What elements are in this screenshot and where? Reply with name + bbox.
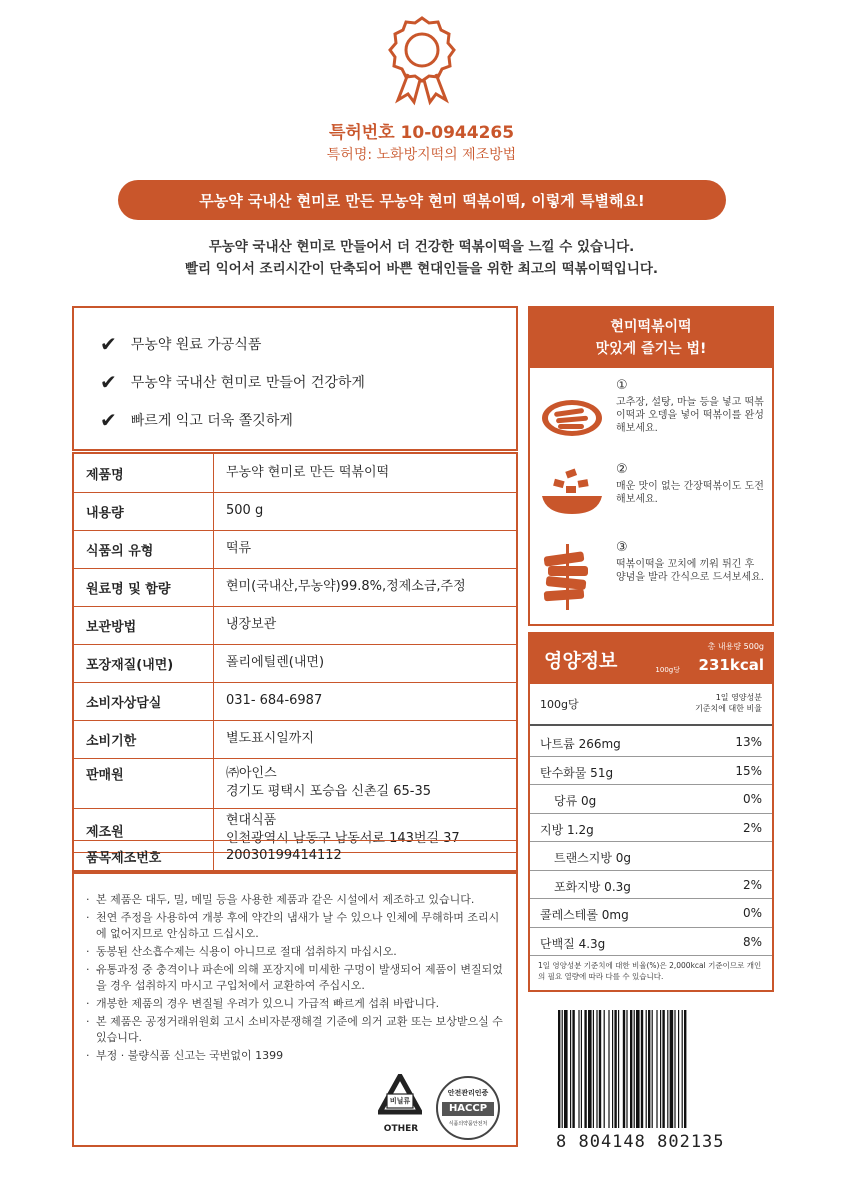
info-value bbox=[214, 492, 516, 530]
info-value-line: 떡류 bbox=[226, 541, 252, 556]
step-text: 고추장, 설탕, 마늘 등을 넣고 떡볶이떡과 오뎅을 넣어 떡볶이를 완성해보세요. bbox=[616, 397, 764, 434]
info-value-line: 별도표시일까지 bbox=[226, 731, 314, 746]
nutrient-name-amount: 트랜스지방 0g bbox=[554, 851, 632, 865]
info-value-line: 500 g bbox=[226, 503, 264, 518]
nutrition-dv-header bbox=[695, 692, 762, 714]
howto-title-line: 맛있게 즐기는 법! bbox=[595, 341, 707, 357]
patent-number: 특허번호 10-0944265 bbox=[328, 123, 515, 143]
barcode-bar bbox=[588, 1010, 592, 1128]
howto-eat-box bbox=[528, 306, 774, 626]
barcode-bar bbox=[670, 1010, 674, 1128]
soy-tteokbokki-bowl-icon bbox=[540, 466, 604, 518]
barcode-bar bbox=[626, 1010, 627, 1128]
nutrient-name-amount: 지방 1.2g bbox=[540, 822, 594, 837]
info-value-line: 경기도 평택시 포승읍 신촌길 65-35 bbox=[226, 784, 432, 799]
barcode-number: 8 804148 802135 bbox=[556, 1132, 725, 1152]
nutrition-header bbox=[530, 634, 772, 684]
info-value-line: 20030199414112 bbox=[226, 848, 342, 863]
table-row bbox=[74, 644, 516, 683]
feature-item bbox=[100, 370, 365, 394]
nutrient-name-amount: 단백질 4.3g bbox=[540, 936, 606, 951]
feature-label: 빠르게 익고 더욱 쫄깃하게 bbox=[130, 413, 293, 429]
barcode-bar bbox=[578, 1010, 579, 1128]
table-row bbox=[74, 606, 516, 645]
info-value-line: 현미(국내산,무농약)99.8%,정제소금,주정 bbox=[226, 579, 466, 594]
nutrition-dv-header-line: 1일 영양성분 bbox=[715, 693, 762, 702]
info-value-line: 현대식품 bbox=[226, 813, 277, 828]
nutrient-name-amount: 당류 0g bbox=[554, 794, 597, 808]
barcode-bar bbox=[614, 1010, 616, 1128]
recycle-other-label: OTHER bbox=[383, 1124, 419, 1134]
info-key: 품목제조번호 bbox=[74, 841, 214, 871]
nutrition-facts bbox=[528, 632, 774, 992]
nutrient-percent: 2% bbox=[742, 820, 762, 835]
nutrition-subheader bbox=[530, 684, 772, 726]
nutrient-percent: 2% bbox=[742, 877, 762, 892]
table-row bbox=[74, 492, 516, 531]
nutrient-name-amount: 콜레스테롤 0mg bbox=[540, 908, 629, 922]
note-item: · 동봉된 산소흡수제는 식용이 아니므로 절대 섭취하지 마십시오. bbox=[86, 944, 506, 960]
barcode-bar bbox=[604, 1010, 605, 1128]
nutrient-percent: 8% bbox=[742, 934, 762, 949]
info-key: 제조원 bbox=[74, 808, 214, 852]
barcode-bar bbox=[634, 1010, 635, 1128]
tteok-skewer-icon bbox=[540, 542, 604, 612]
intro-line: 무농약 국내산 현미로 만들어서 더 건강한 떡볶이떡을 느낄 수 있습니다. bbox=[208, 239, 635, 255]
barcode-bar bbox=[630, 1010, 632, 1128]
feature-list bbox=[72, 306, 518, 451]
info-key: 원료명 및 함량 bbox=[74, 568, 214, 606]
info-value bbox=[214, 720, 516, 758]
barcode-bar bbox=[608, 1010, 609, 1128]
nutrition-row bbox=[530, 871, 772, 900]
info-value-line: 인천광역시 남동구 남동서로 143번길 37 bbox=[226, 831, 460, 846]
table-row bbox=[74, 682, 516, 721]
barcode-bar bbox=[656, 1010, 657, 1128]
barcode-image bbox=[558, 1010, 736, 1140]
info-value bbox=[214, 530, 516, 568]
barcode-bar bbox=[684, 1010, 686, 1128]
info-key: 소비자상담실 bbox=[74, 682, 214, 720]
howto-title bbox=[530, 308, 772, 368]
step-number: ② bbox=[616, 462, 628, 477]
barcode-bar bbox=[636, 1010, 640, 1128]
nutrient-name-amount: 탄수화물 51g bbox=[540, 765, 614, 780]
table-row bbox=[74, 454, 516, 493]
info-key: 포장재질(내면) bbox=[74, 644, 214, 682]
info-key: 내용량 bbox=[74, 492, 214, 530]
info-value bbox=[214, 682, 516, 720]
barcode-bar bbox=[682, 1010, 683, 1128]
info-value-line: 폴리에틸렌(내면) bbox=[226, 655, 325, 670]
nutrition-row bbox=[530, 757, 772, 786]
haccp-mark: HACCP bbox=[442, 1102, 494, 1116]
check-icon: ✔ bbox=[100, 408, 117, 432]
barcode-bar bbox=[648, 1010, 650, 1128]
nutrition-row bbox=[530, 899, 772, 928]
recycle-label: 비닐류 bbox=[389, 1097, 411, 1105]
barcode-bar bbox=[623, 1010, 625, 1128]
barcode-bar bbox=[678, 1010, 679, 1128]
table-row bbox=[74, 568, 516, 607]
barcode-bar bbox=[674, 1010, 675, 1128]
barcode-bar bbox=[660, 1010, 661, 1128]
nutrient-percent: 0% bbox=[742, 906, 762, 920]
info-value bbox=[214, 568, 516, 606]
feature-label: 무농약 원료 가공식품 bbox=[130, 337, 262, 353]
nutrient-name-amount: 포화지방 0.3g bbox=[554, 879, 631, 894]
barcode-bar bbox=[667, 1010, 668, 1128]
info-value-line: 031- 684-6987 bbox=[226, 693, 323, 708]
nutrition-row bbox=[530, 814, 772, 843]
table-row bbox=[74, 840, 516, 871]
barcode-bar bbox=[570, 1010, 571, 1128]
nutrition-basis: 100g당 bbox=[540, 698, 579, 711]
haccp-bottom-text: 식품의약품안전처 bbox=[448, 1121, 488, 1127]
step-number: ① bbox=[616, 378, 628, 393]
table-row bbox=[74, 720, 516, 759]
headline-banner: 무농약 국내산 현미로 만든 무농약 현미 떡볶이떡, 이렇게 특별해요! bbox=[118, 180, 726, 220]
patent-name: 특허명: 노화방지떡의 제조방법 bbox=[326, 147, 517, 163]
product-info-table bbox=[72, 452, 518, 872]
barcode-bar bbox=[572, 1010, 574, 1128]
tteokbokki-plate-icon bbox=[540, 398, 604, 438]
info-key: 식품의 유형 bbox=[74, 530, 214, 568]
note-item: · 본 제품은 대두, 밀, 메밀 등을 사용한 제품과 같은 시설에서 제조하고 있습니다. bbox=[86, 892, 506, 908]
barcode-bar bbox=[564, 1010, 568, 1128]
haccp-seal bbox=[436, 1076, 500, 1140]
feature-item bbox=[100, 332, 261, 356]
howto-title-line: 현미떡볶이떡 bbox=[610, 319, 692, 335]
barcode-bar bbox=[558, 1010, 560, 1128]
step-text: 매운 맛이 없는 간장떡볶이도 도전해보세요. bbox=[616, 481, 764, 505]
note-item: · 유통과정 중 충격이나 파손에 의해 포장지에 미세한 구멍이 발생되어 제품이 변질되었을 경우 섭취하지 마시고 구입처에서 교환하여 주십시오. bbox=[86, 962, 506, 994]
step-text: 떡볶이떡을 꼬치에 끼워 튀긴 후 양념을 발라 간식으로 드셔보세요. bbox=[616, 559, 764, 583]
nutrient-percent: 13% bbox=[735, 735, 762, 749]
info-value bbox=[214, 454, 516, 492]
nutrient-percent: 15% bbox=[735, 763, 762, 778]
barcode-bar bbox=[662, 1010, 664, 1128]
info-key: 보관방법 bbox=[74, 606, 214, 644]
info-value-line: 냉장보관 bbox=[226, 617, 277, 632]
haccp-top-text: 안전관리인증 bbox=[447, 1089, 489, 1097]
feature-item bbox=[100, 408, 293, 432]
barcode-bar bbox=[593, 1010, 594, 1128]
nutrition-row bbox=[530, 928, 772, 957]
info-key: 소비기한 bbox=[74, 720, 214, 758]
nutrition-per-unit: 100g당 bbox=[655, 666, 680, 674]
nutrient-percent: 0% bbox=[742, 792, 762, 806]
info-value-line: 무농약 현미로 만든 떡볶이떡 bbox=[226, 465, 390, 480]
barcode-bar bbox=[646, 1010, 647, 1128]
nutrition-title: 영양정보 bbox=[544, 650, 618, 672]
info-value bbox=[214, 644, 516, 682]
nutrition-row bbox=[530, 785, 772, 814]
barcode-bar bbox=[581, 1010, 582, 1128]
howto-step bbox=[530, 538, 772, 618]
feature-label: 무농약 국내산 현미로 만들어 건강하게 bbox=[130, 375, 365, 391]
nutrition-total-weight: 총 내용량 500g bbox=[707, 642, 764, 651]
info-key: 판매원 bbox=[74, 758, 214, 808]
nutrition-row bbox=[530, 842, 772, 871]
barcode-bar bbox=[584, 1010, 586, 1128]
howto-step bbox=[530, 460, 772, 532]
barcode-bar bbox=[641, 1010, 643, 1128]
barcode-bar bbox=[599, 1010, 601, 1128]
info-value-line: ㈜아인스 bbox=[226, 766, 277, 781]
barcode-bar bbox=[596, 1010, 597, 1128]
intro-line: 빨리 익어서 조리시간이 단축되어 바쁜 현대인들을 위한 최고의 떡볶이떡입니다. bbox=[184, 261, 659, 277]
barcode-bar bbox=[612, 1010, 613, 1128]
note-item: · 본 제품은 공정거래위원회 고시 소비자분쟁해결 기준에 의거 교환 또는 보상받으실 수 있습니다. bbox=[86, 1014, 506, 1046]
info-key: 제품명 bbox=[74, 454, 214, 492]
nutrient-name-amount: 나트륨 266mg bbox=[540, 737, 621, 751]
nutrition-footnote: 1일 영양성분 기준치에 대한 비율(%)은 2,000kcal 기준이므로 개인의 필요 열량에 따라 다를 수 있습니다. bbox=[538, 961, 762, 981]
nutrition-kcal: 231kcal bbox=[698, 656, 764, 674]
table-row bbox=[74, 530, 516, 569]
nutrition-dv-header-line: 기준치에 대한 비율 bbox=[695, 704, 762, 713]
info-value bbox=[214, 758, 516, 808]
note-item: · 개봉한 제품의 경우 변질될 우려가 있으니 가급적 빠르게 섭취 바랍니다. bbox=[86, 996, 506, 1012]
info-value bbox=[214, 841, 516, 871]
howto-step bbox=[530, 376, 772, 456]
info-value bbox=[214, 606, 516, 644]
check-icon: ✔ bbox=[100, 370, 117, 394]
note-item: · 부정 · 불량식품 신고는 국번없이 1399 bbox=[86, 1048, 506, 1064]
barcode-bar bbox=[562, 1010, 563, 1128]
table-row bbox=[74, 758, 516, 809]
check-icon: ✔ bbox=[100, 332, 117, 356]
award-medal-icon bbox=[380, 14, 464, 106]
intro-text bbox=[0, 236, 843, 280]
note-item: · 천연 주정을 사용하여 개봉 후에 약간의 냄새가 날 수 있으나 인체에 무해하며 조리시에 없어지므로 안심하고 드십시오. bbox=[86, 910, 506, 942]
nutrition-row bbox=[530, 728, 772, 757]
barcode-bar bbox=[652, 1010, 653, 1128]
step-number: ③ bbox=[616, 540, 628, 555]
barcode-bar bbox=[618, 1010, 619, 1128]
